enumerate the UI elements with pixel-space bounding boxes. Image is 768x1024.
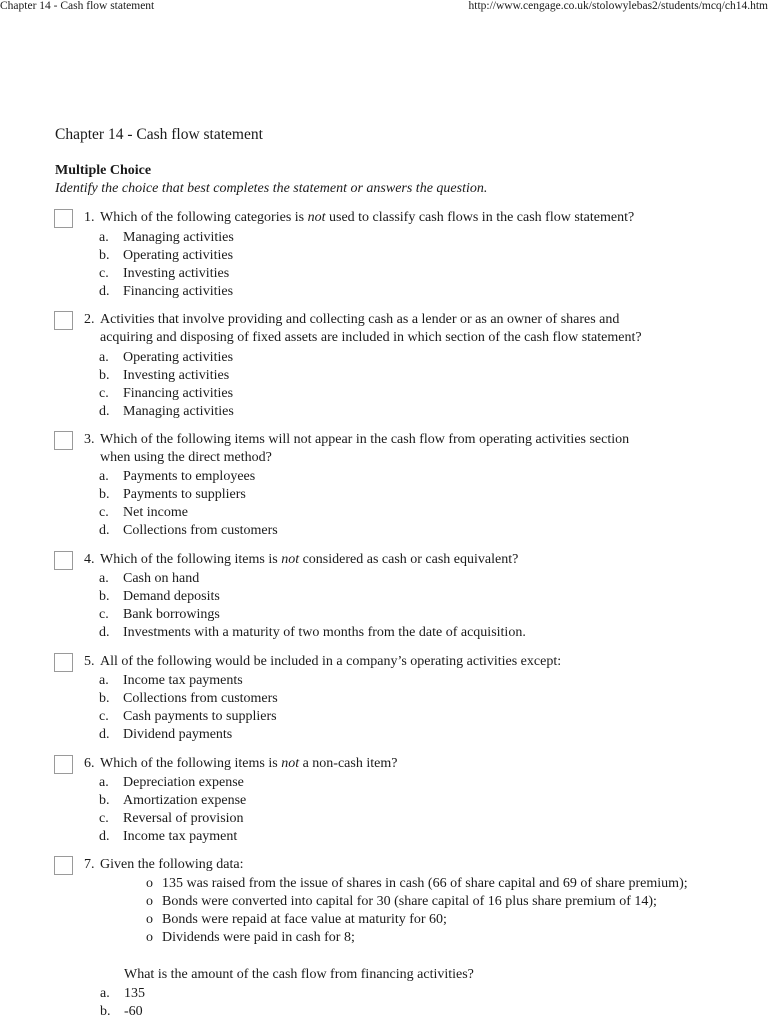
options-list <box>99 774 246 846</box>
option-d[interactable] <box>99 403 234 421</box>
option-text: Collections from customers <box>123 523 278 538</box>
options-list <box>99 570 526 642</box>
question-number: 2. <box>84 312 95 327</box>
question-stem-cont: when using the direct method? <box>100 450 272 465</box>
option-d[interactable] <box>99 828 246 846</box>
data-item-text: Dividends were paid in cash for 8; <box>162 930 355 945</box>
option-c[interactable] <box>99 606 526 624</box>
question-text <box>84 755 744 773</box>
data-item-text: 135 was raised from the issue of shares in cash (66 of share capital and 69 of share premium); <box>162 876 688 891</box>
option-text: Financing activities <box>123 386 234 401</box>
option-letter: c. <box>99 505 109 520</box>
question-emphasis: not <box>307 210 326 225</box>
option-text: Operating activities <box>123 350 234 365</box>
option-letter: d. <box>99 727 110 742</box>
option-text: -60 <box>124 1004 143 1019</box>
question-stem-end: considered as cash or cash equivalent? <box>299 552 519 567</box>
question-emphasis: not <box>281 552 300 567</box>
option-letter: b. <box>100 1004 111 1019</box>
question-emphasis: not <box>281 756 300 771</box>
option-text: Operating activities <box>123 248 234 263</box>
question-text <box>84 311 744 347</box>
option-letter: c. <box>99 709 109 724</box>
option-letter: d. <box>99 284 110 299</box>
option-text: Income tax payment <box>123 829 238 844</box>
option-text: Income tax payments <box>123 673 243 688</box>
answer-checkbox[interactable] <box>54 209 73 228</box>
question-prompt: What is the amount of the cash flow from financing activities? <box>124 967 474 982</box>
question-text <box>84 209 744 227</box>
question-stem-end: a non-cash item? <box>299 756 398 771</box>
question-stem-end: used to classify cash flows in the cash flow statement? <box>325 210 635 225</box>
option-text: Cash payments to suppliers <box>123 709 277 724</box>
answer-checkbox[interactable] <box>54 653 73 672</box>
option-letter: b. <box>99 248 110 263</box>
print-header-url: http://www.cengage.co.uk/stolowylebas2/students/mcq/ch14.htm <box>468 0 768 12</box>
option-a[interactable] <box>99 349 234 367</box>
option-text: Demand deposits <box>123 589 220 604</box>
question-number: 1. <box>84 210 95 225</box>
question-number: 7. <box>84 857 95 872</box>
question-stem: Which of the following categories is <box>100 210 308 225</box>
option-text: Financing activities <box>123 284 234 299</box>
option-b[interactable] <box>99 486 278 504</box>
answer-checkbox[interactable] <box>54 311 73 330</box>
option-d[interactable] <box>99 624 526 642</box>
option-a[interactable] <box>99 672 278 690</box>
option-d[interactable] <box>99 522 278 540</box>
option-letter: a. <box>99 230 109 245</box>
option-text: Investing activities <box>123 266 230 281</box>
option-text: 135 <box>124 986 145 1001</box>
option-letter: d. <box>99 404 110 419</box>
option-b[interactable] <box>99 247 234 265</box>
bullet-icon: o <box>146 912 153 927</box>
question-text <box>84 551 744 569</box>
options-list <box>99 672 278 744</box>
option-text: Managing activities <box>123 230 234 245</box>
option-b[interactable] <box>99 792 246 810</box>
option-c[interactable] <box>99 810 246 828</box>
question-number: 5. <box>84 654 95 669</box>
page-title: Chapter 14 - Cash flow statement <box>55 126 263 143</box>
option-text: Dividend payments <box>123 727 233 742</box>
question-stem: Which of the following items is <box>100 552 282 567</box>
option-text: Payments to suppliers <box>123 487 246 502</box>
data-item <box>146 875 736 893</box>
option-letter: a. <box>100 986 110 1001</box>
option-letter: b. <box>99 368 110 383</box>
section-title: Multiple Choice <box>55 163 152 178</box>
options-list <box>99 349 234 421</box>
option-c[interactable] <box>99 504 278 522</box>
option-letter: d. <box>99 829 110 844</box>
option-text: Net income <box>123 505 188 520</box>
option-text: Managing activities <box>123 404 234 419</box>
option-letter: a. <box>99 571 109 586</box>
question-text <box>84 653 744 671</box>
option-d[interactable] <box>99 283 234 301</box>
option-text: Bank borrowings <box>123 607 220 622</box>
question-number: 4. <box>84 552 95 567</box>
option-text: Investments with a maturity of two months from the date of acquisition. <box>123 625 526 640</box>
option-letter: a. <box>99 673 109 688</box>
data-list <box>146 875 736 947</box>
option-a[interactable] <box>100 985 145 1003</box>
data-item <box>146 911 736 929</box>
option-letter: b. <box>99 487 110 502</box>
answer-checkbox[interactable] <box>54 431 73 450</box>
option-a[interactable] <box>99 229 234 247</box>
option-text: Collections from customers <box>123 691 278 706</box>
data-item <box>146 893 736 911</box>
option-c[interactable] <box>99 265 234 283</box>
option-letter: d. <box>99 625 110 640</box>
option-a[interactable] <box>99 468 278 486</box>
answer-checkbox[interactable] <box>54 551 73 570</box>
answer-checkbox[interactable] <box>54 856 73 875</box>
instructions: Identify the choice that best completes the statement or answers the question. <box>55 181 488 196</box>
option-b[interactable] <box>99 690 278 708</box>
option-b[interactable] <box>99 367 234 385</box>
option-c[interactable] <box>99 708 278 726</box>
option-letter: c. <box>99 811 109 826</box>
option-text: Cash on hand <box>123 571 200 586</box>
options-list <box>99 468 278 540</box>
question-stem-cont: acquiring and disposing of fixed assets are included in which section of the cash flow statement? <box>100 330 642 345</box>
option-letter: c. <box>99 386 109 401</box>
option-d[interactable] <box>99 726 278 744</box>
option-letter: c. <box>99 266 109 281</box>
data-item-text: Bonds were converted into capital for 30 (share capital of 16 plus share premium of 14); <box>162 894 657 909</box>
option-a[interactable] <box>99 570 526 588</box>
question-stem: Which of the following items will not appear in the cash flow from operating activities section <box>100 432 630 447</box>
question-stem: Which of the following items is <box>100 756 282 771</box>
option-text: Amortization expense <box>123 793 247 808</box>
option-b[interactable] <box>99 588 526 606</box>
option-letter: d. <box>99 523 110 538</box>
option-text: Investing activities <box>123 368 230 383</box>
option-letter: c. <box>99 607 109 622</box>
option-text: Reversal of provision <box>123 811 244 826</box>
data-item-text: Bonds were repaid at face value at maturity for 60; <box>162 912 447 927</box>
options-list <box>100 985 145 1021</box>
question-stem: Activities that involve providing and collecting cash as a lender or as an owner of shares and <box>100 312 620 327</box>
question-stem: All of the following would be included in a company’s operating activities except: <box>100 654 562 669</box>
option-a[interactable] <box>99 774 246 792</box>
question-number: 6. <box>84 756 95 771</box>
options-list <box>99 229 234 301</box>
question-text <box>84 431 744 467</box>
data-item <box>146 929 736 947</box>
question-stem: Given the following data: <box>100 857 244 872</box>
option-letter: a. <box>99 350 109 365</box>
bullet-icon: o <box>146 894 153 909</box>
option-letter: b. <box>99 691 110 706</box>
option-b[interactable] <box>100 1003 145 1021</box>
answer-checkbox[interactable] <box>54 755 73 774</box>
option-letter: a. <box>99 775 109 790</box>
question-text <box>84 856 744 874</box>
question-number: 3. <box>84 432 95 447</box>
option-letter: a. <box>99 469 109 484</box>
option-letter: b. <box>99 589 110 604</box>
option-text: Depreciation expense <box>123 775 244 790</box>
option-c[interactable] <box>99 385 234 403</box>
bullet-icon: o <box>146 930 153 945</box>
option-letter: b. <box>99 793 110 808</box>
option-text: Payments to employees <box>123 469 256 484</box>
bullet-icon: o <box>146 876 153 891</box>
print-header-title: Chapter 14 - Cash flow statement <box>0 0 155 12</box>
